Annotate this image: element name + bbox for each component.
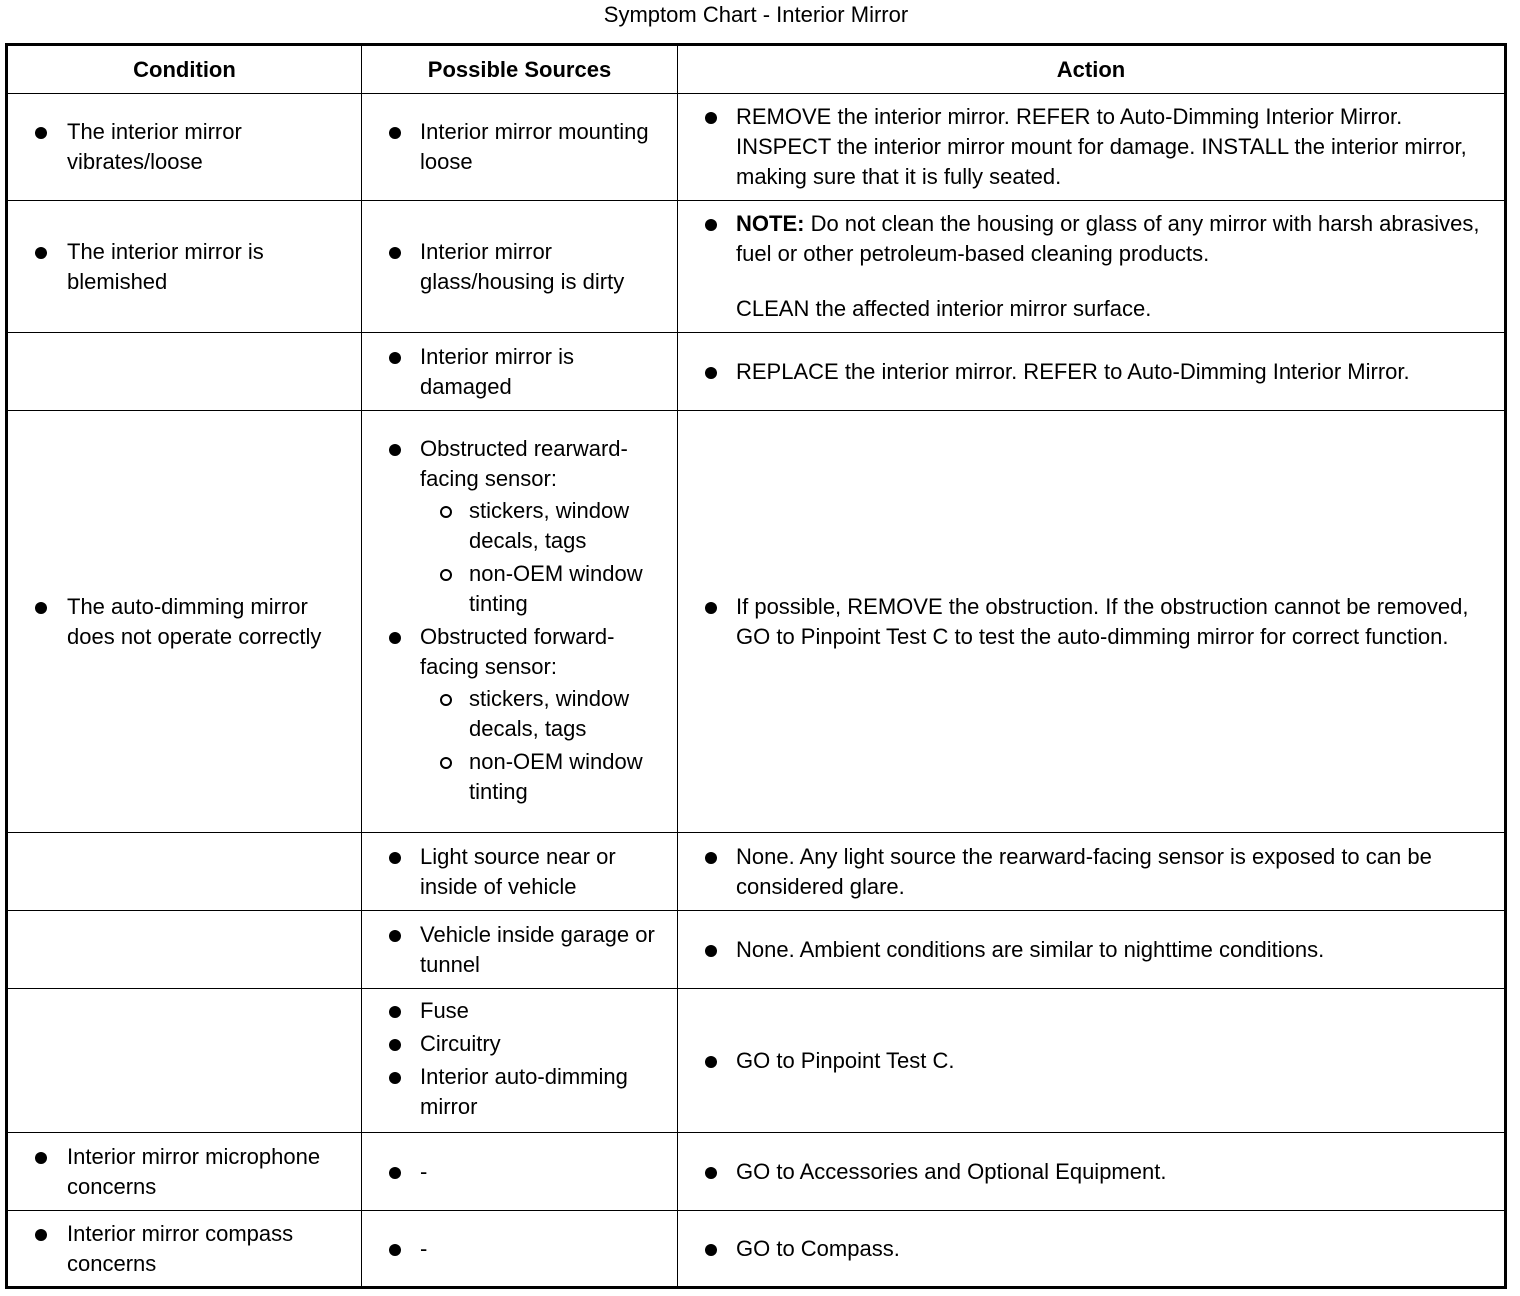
condition-cell [7, 989, 362, 1133]
action-cell [678, 1133, 1506, 1211]
symptom-chart-table [5, 43, 1507, 1289]
list-item: Interior auto-dimming mirror [362, 1062, 677, 1122]
sub-list-item: stickers, window decals, tags [420, 496, 671, 556]
source-cell [362, 833, 678, 911]
table-header-row [7, 45, 1506, 94]
action-cell [678, 94, 1506, 201]
condition-cell [7, 911, 362, 989]
action-cell [678, 833, 1506, 911]
table-row [7, 989, 1506, 1133]
condition-cell [7, 833, 362, 911]
action-cell [678, 201, 1506, 333]
list-item: The interior mirror is blemished [8, 237, 361, 297]
list-item: GO to Accessories and Optional Equipment. [678, 1157, 1504, 1187]
action-cell [678, 333, 1506, 411]
list-item [362, 622, 677, 807]
list-item: If possible, REMOVE the obstruction. If the obstruction cannot be removed, GO to Pinpoint Test C to test the auto-dimming mirror for correct function. [678, 592, 1504, 652]
sub-list-item: non-OEM window tinting [420, 559, 671, 619]
table-row [7, 911, 1506, 989]
header-action: Action [678, 45, 1506, 94]
list-item: None. Any light source the rearward-facing sensor is exposed to can be considered glare. [678, 842, 1504, 902]
condition-cell [7, 201, 362, 333]
source-cell [362, 911, 678, 989]
list-item [678, 209, 1504, 324]
action-cell [678, 1211, 1506, 1288]
note-label: NOTE: [736, 211, 805, 236]
sub-list-item: stickers, window decals, tags [420, 684, 671, 744]
action-cell [678, 411, 1506, 833]
action-cell [678, 911, 1506, 989]
source-cell [362, 989, 678, 1133]
note-text: Do not clean the housing or glass of any mirror with harsh abrasives, fuel or other petroleum-based cleaning products. [736, 211, 1480, 266]
condition-cell [7, 1211, 362, 1288]
action-cell [678, 989, 1506, 1133]
list-item: Interior mirror compass concerns [8, 1219, 361, 1279]
condition-cell [7, 1133, 362, 1211]
table-row [7, 333, 1506, 411]
source-cell [362, 411, 678, 833]
list-item: Light source near or inside of vehicle [362, 842, 677, 902]
table-row [7, 94, 1506, 201]
sub-list-item: non-OEM window tinting [420, 747, 671, 807]
list-item: - [362, 1157, 677, 1187]
list-item: - [362, 1234, 677, 1264]
list-item: The interior mirror vibrates/loose [8, 117, 361, 177]
condition-cell [7, 411, 362, 833]
table-row [7, 201, 1506, 333]
table-row [7, 1133, 1506, 1211]
list-item: Vehicle inside garage or tunnel [362, 920, 677, 980]
table-row [7, 1211, 1506, 1288]
list-item: None. Ambient conditions are similar to nighttime conditions. [678, 935, 1504, 965]
list-item: REMOVE the interior mirror. REFER to Auto-Dimming Interior Mirror. INSPECT the interior mirror mount for damage. INSTALL the interior mirror, making sure that it is fully seated. [678, 102, 1504, 192]
source-label: Obstructed rearward-facing sensor: [420, 435, 628, 491]
note-paragraph [736, 209, 1496, 269]
list-item: REPLACE the interior mirror. REFER to Auto-Dimming Interior Mirror. [678, 357, 1504, 387]
action-text: CLEAN the affected interior mirror surface. [736, 296, 1152, 321]
source-cell [362, 333, 678, 411]
source-cell [362, 1211, 678, 1288]
source-label: Obstructed forward-facing sensor: [420, 623, 615, 679]
list-item: GO to Pinpoint Test C. [678, 1046, 1504, 1076]
header-condition: Condition [7, 45, 362, 94]
source-cell [362, 1133, 678, 1211]
list-item: Fuse [362, 996, 677, 1026]
list-item: Interior mirror microphone concerns [8, 1142, 361, 1202]
source-cell [362, 201, 678, 333]
source-cell [362, 94, 678, 201]
list-item: GO to Compass. [678, 1234, 1504, 1264]
list-item: The auto-dimming mirror does not operate correctly [8, 592, 361, 652]
table-row [7, 411, 1506, 833]
condition-cell [7, 333, 362, 411]
header-possible-sources: Possible Sources [362, 45, 678, 94]
table-row [7, 833, 1506, 911]
condition-cell [7, 94, 362, 201]
list-item: Interior mirror mounting loose [362, 117, 677, 177]
list-item: Circuitry [362, 1029, 677, 1059]
list-item: Interior mirror is damaged [362, 342, 677, 402]
chart-title: Symptom Chart - Interior Mirror [603, 2, 909, 27]
list-item: Interior mirror glass/housing is dirty [362, 237, 677, 297]
list-item [362, 434, 677, 619]
